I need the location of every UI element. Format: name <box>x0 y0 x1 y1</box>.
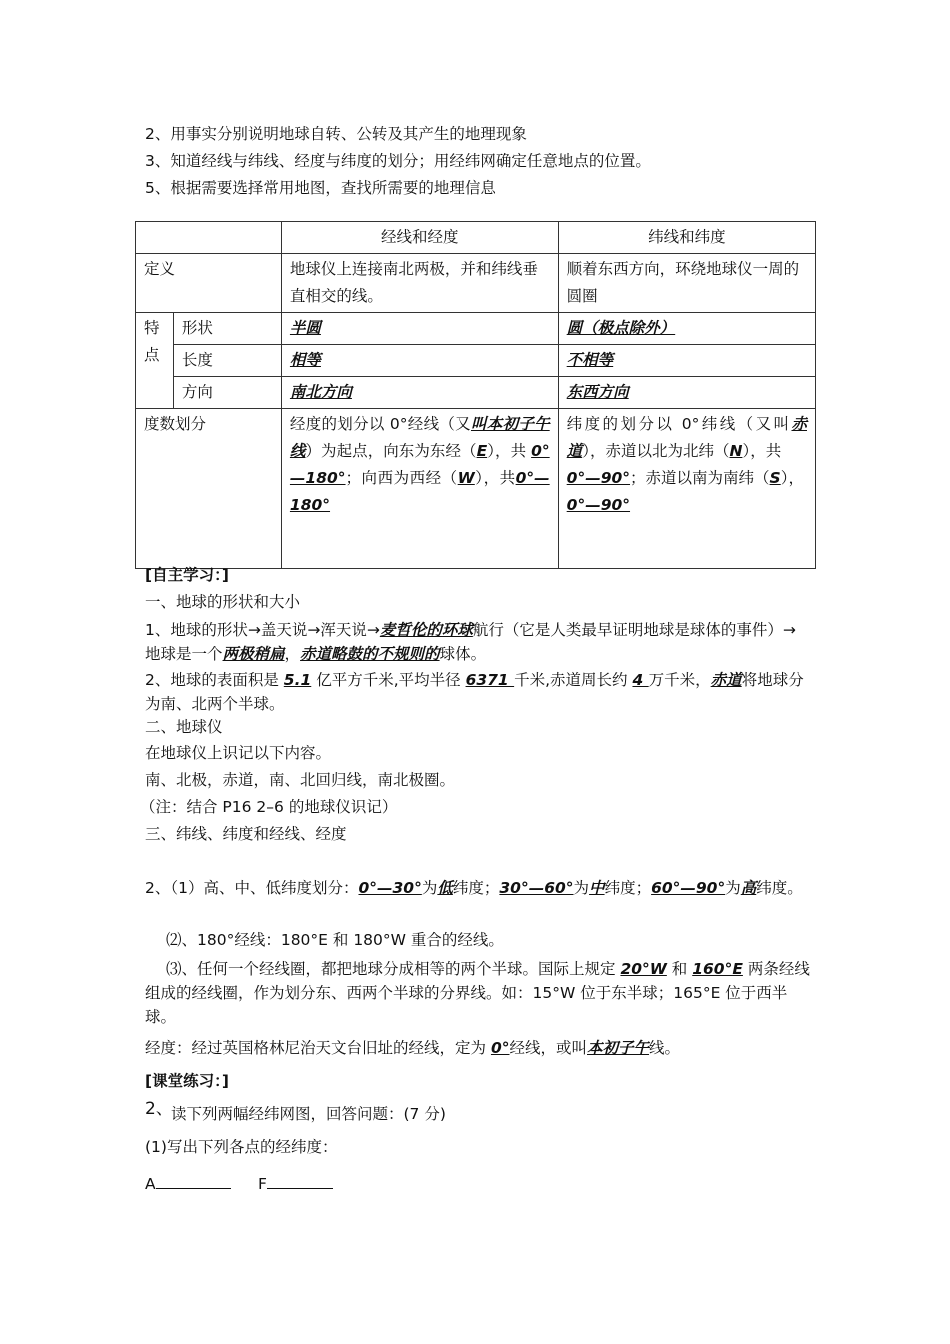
q3-text-c: 和 <box>666 960 693 978</box>
p2-text-c: 亿平方千米,平均半径 <box>311 671 466 689</box>
table-header-row <box>136 222 816 254</box>
deg-p-text-2: ），赤道以北为北纬（ <box>582 442 730 460</box>
q4-text-e: 线。 <box>649 1039 681 1057</box>
shape-row <box>136 313 816 345</box>
header-parallel: 纬线和纬度 <box>558 222 815 254</box>
q1-low-range: 0°—30° <box>358 879 422 897</box>
practice-heading: [课堂练习：] <box>145 1072 229 1090</box>
q1-text-m: 纬度。 <box>756 879 803 897</box>
p2-text-e: 千米,赤道周长约 <box>514 671 633 689</box>
longitude-definition <box>145 1038 680 1058</box>
shape-parallel: 圆（极点除外） <box>566 319 676 337</box>
length-parallel-cell <box>558 345 815 377</box>
size-paragraph <box>145 668 810 716</box>
answer-a-blank[interactable] <box>156 1172 231 1189</box>
deg-m-east: E <box>476 442 488 460</box>
p1-text-g: 球体。 <box>439 645 487 663</box>
deg-p-text-5: ）， <box>780 469 804 487</box>
p1-text-a: 1、地球的形状→盖天说→浑天说→ <box>145 621 380 639</box>
objective-3: 3、知道经线与纬线、经度与纬度的划分；用经纬网确定任意地点的位置。 <box>145 152 651 170</box>
q1-mid-range: 30°—60° <box>499 879 574 897</box>
globe-line-2: 南、北极，赤道，南、北回归线，南北极圈。 <box>145 771 456 789</box>
degree-label: 度数划分 <box>136 409 282 569</box>
q3-text-e: 两条经线组成的经线圈，作为划分东、西两个半球的分界线。如：15°W 位于东半球；165°E 位于西半球。 <box>145 960 810 1026</box>
globe-line-1: 在地球仪上识记以下内容。 <box>145 744 332 762</box>
length-label: 长度 <box>173 345 281 377</box>
practice-intro: 读下列两幅经纬网图，回答问题：(7 分) <box>171 1105 446 1123</box>
answer-f-label: F <box>258 1175 267 1193</box>
q1-high: 高 <box>740 879 757 897</box>
p2-text-i: 将地球分为南、北两个半球。 <box>145 671 804 713</box>
deg-p-equator: 赤道 <box>566 415 807 460</box>
q1-low: 低 <box>437 879 453 897</box>
practice-sub-question: (1)写出下列各点的经纬度： <box>145 1138 338 1156</box>
p1-text-e: ， <box>284 645 301 663</box>
q4-text-a: 经度：经过英国格林尼治天文台旧址的经线，定为 <box>145 1039 491 1057</box>
deg-m-text-3: ），共 <box>487 442 532 460</box>
direction-parallel-cell <box>558 377 815 409</box>
shape-meridian-cell <box>281 313 558 345</box>
q1-text-c: 为 <box>421 879 438 897</box>
shape-paragraph <box>145 618 810 666</box>
answer-a <box>145 1172 231 1194</box>
p1-equator-bulge: 赤道略鼓的不规则的 <box>300 645 440 663</box>
direction-meridian: 南北方向 <box>289 383 352 401</box>
p2-radius: 6371 <box>465 671 515 689</box>
length-parallel: 不相等 <box>566 351 614 369</box>
p1-magellan: 麦哲伦的环球 <box>379 621 473 639</box>
degree-row <box>136 409 816 569</box>
p2-text-g: 万千米， <box>648 671 711 689</box>
direction-label: 方向 <box>173 377 281 409</box>
comparison-table <box>135 221 816 569</box>
hemisphere-division <box>145 957 810 1029</box>
objective-5: 5、根据需要选择常用地图，查找所需要的地理信息 <box>145 179 496 197</box>
q4-text-c: 经线，或叫 <box>509 1039 587 1057</box>
q3-text-a: ⑶、任何一个经线圈，都把地球分成相等的两个半球。国际上规定 <box>166 960 621 978</box>
deg-p-text-4: ；赤道以南为南纬（ <box>630 469 770 487</box>
deg-p-south-range: 0°—90° <box>566 496 631 514</box>
length-meridian: 相等 <box>289 351 321 369</box>
section-lat-long: 三、纬线、纬度和经线、经度 <box>145 825 347 843</box>
deg-p-north-range: 0°—90° <box>566 469 631 487</box>
practice-number: 2、 <box>145 1099 173 1119</box>
deg-p-north: N <box>729 442 743 460</box>
objective-2: 2、用事实分别说明地球自转、公转及其产生的地理现象 <box>145 125 527 143</box>
q1-text-a: 2、（1）高、中、低纬度划分： <box>145 879 359 897</box>
globe-note: （注：结合 P16 2–6 的地球仪识记） <box>140 798 398 816</box>
direction-meridian-cell <box>281 377 558 409</box>
q3-160e: 160°E <box>692 960 743 978</box>
q4-prime-meridian: 本初子午 <box>587 1039 650 1057</box>
header-meridian: 经线和经度 <box>281 222 558 254</box>
deg-m-east-range: 0°—180° <box>289 442 550 487</box>
answer-f-blank[interactable] <box>267 1172 333 1189</box>
shape-parallel-cell <box>558 313 815 345</box>
deg-m-prime-meridian: 叫本初子午线 <box>289 415 550 460</box>
p2-area: 5.1 <box>283 671 312 689</box>
direction-row <box>136 377 816 409</box>
definition-parallel: 顺着东西方向，环绕地球仪一周的圆圈 <box>558 254 815 313</box>
p1-text-c: 航行（它是人类最早证明地球是球体的事件）→地球是一个 <box>145 621 796 663</box>
p2-text-a: 2、地球的表面积是 <box>145 671 284 689</box>
direction-parallel: 东西方向 <box>566 383 629 401</box>
definition-row <box>136 254 816 313</box>
latitude-division <box>145 876 810 900</box>
length-meridian-cell <box>281 345 558 377</box>
header-empty-cell <box>136 222 282 254</box>
p2-circumference: 4 <box>632 671 649 689</box>
deg-m-text-4: ；向西为西经（ <box>345 469 458 487</box>
p2-equator: 赤道 <box>710 671 742 689</box>
meridian-180: ⑵、180°经线：180°E 和 180°W 重合的经线。 <box>166 931 504 949</box>
answer-a-label: A <box>145 1175 156 1193</box>
deg-m-text-1: 经度的划分以 0°经线（又 <box>289 415 471 433</box>
q1-text-g: 为 <box>573 879 590 897</box>
section-shape-size: 一、地球的形状和大小 <box>145 593 301 611</box>
definition-meridian: 地球仪上连接南北两极，并和纬线垂直相交的线。 <box>281 254 558 313</box>
deg-m-text-2: ）为起点，向东为东经（ <box>305 442 477 460</box>
shape-meridian: 半圆 <box>289 319 321 337</box>
deg-p-south: S <box>769 469 781 487</box>
self-study-heading: [自主学习：] <box>145 566 229 584</box>
deg-m-west: W <box>457 469 475 487</box>
q1-text-k: 为 <box>725 879 741 897</box>
answer-f <box>258 1172 333 1194</box>
deg-p-text-3: ），共 <box>742 442 782 460</box>
feature-label: 特点 <box>136 313 174 409</box>
deg-m-text-5: ），共 <box>474 469 516 487</box>
q1-text-e: 纬度； <box>452 879 500 897</box>
degree-parallel <box>558 409 815 569</box>
q1-mid: 中 <box>589 879 605 897</box>
q1-high-range: 60°—90° <box>651 879 726 897</box>
definition-label: 定义 <box>136 254 282 313</box>
q1-text-i: 纬度； <box>604 879 652 897</box>
p1-poles-flat: 两极稍扁 <box>222 645 285 663</box>
q3-20w: 20°W <box>620 960 667 978</box>
section-globe: 二、地球仪 <box>145 718 223 736</box>
degree-meridian <box>281 409 558 569</box>
deg-p-text-1: 纬度的划分以 0°纬线（又叫 <box>566 415 792 433</box>
deg-m-west-range: 0°—180° <box>289 469 550 514</box>
q4-zero: 0° <box>490 1039 510 1057</box>
shape-label: 形状 <box>173 313 281 345</box>
length-row <box>136 345 816 377</box>
